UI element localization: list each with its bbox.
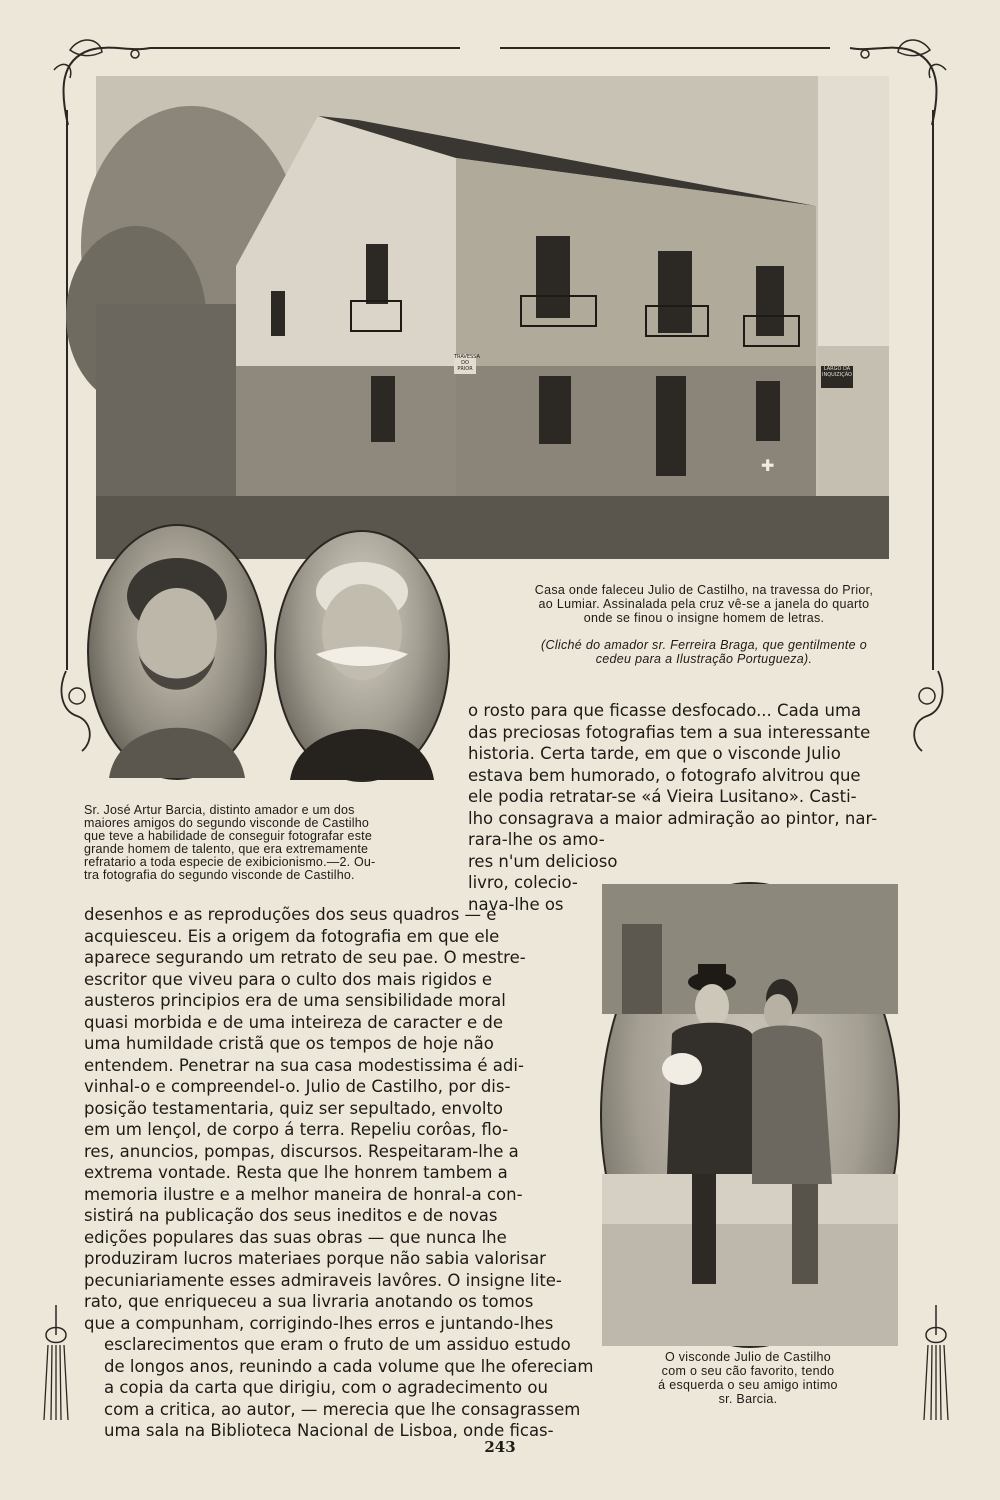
article-line: de longos anos, reunindo a cada volume que lhe ofereciam [104, 1356, 594, 1376]
svg-text:✚: ✚ [761, 456, 775, 475]
article-line: austeros principios era de uma sensibilidade moral [84, 991, 506, 1010]
article-line: livro, colecio- [468, 873, 578, 892]
frame-left-rule [66, 110, 68, 670]
article-line: sistirá na publicação dos seus ineditos e de novas [84, 1206, 498, 1225]
article-indented-column [104, 1334, 604, 1442]
portrait-castilho [274, 530, 450, 782]
article-line: estava bem humorado, o fotografo alvitrou que [468, 765, 861, 785]
article-line: uma sala na Biblioteca Nacional de Lisboa, onde ficas- [104, 1421, 554, 1440]
portraits-caption-line: grande homem de talento, que era extremamente [84, 842, 369, 856]
portrait-barcia [87, 524, 267, 780]
couple-caption-line: á esquerda o seu amigo intimo [658, 1378, 838, 1392]
article-line: acquiesceu. Eis a origem da fotografia em que ele [84, 926, 500, 946]
article-line: historia. Certa tarde, em que o visconde Julio [468, 744, 841, 763]
street-sign-left: TRAVESSA DO PRIOR [454, 354, 480, 372]
portraits-caption-line: maiores amigos do segundo visconde de Castilho [84, 816, 370, 830]
article-line: em um lençol, de corpo á terra. Repeliu corôas, flo- [84, 1120, 509, 1139]
photo-castilho-barcia [600, 882, 900, 1348]
article-line: ele podia retratar-se «á Vieira Lusitano». Casti- [468, 787, 857, 806]
article-line: edições populares das suas obras — que nunca lhe [84, 1227, 507, 1247]
article-line: quasi morbida e de uma inteireza de caracter e de [84, 1012, 503, 1032]
portraits-caption [84, 804, 440, 882]
article-line: esclarecimentos que eram o fruto de um assiduo estudo [104, 1335, 571, 1354]
tassel-ornament-right-icon [916, 1305, 956, 1425]
article-line: escritor que viveu para o culto dos mais rigidos e [84, 969, 493, 989]
page-number: 243 [484, 1438, 516, 1456]
article-line: que a compunham, corrigindo-lhes erros e juntando-lhes [84, 1313, 554, 1333]
article-line: uma humildade cristã que os tempos de hoje não [84, 1034, 494, 1053]
house-caption [474, 583, 934, 625]
article-line: rato, que enriqueceu a sua livraria anotando os tomos [84, 1292, 534, 1311]
article-line: nava-lhe os [468, 894, 564, 914]
article-line: entendem. Penetrar na sua casa modestissima é adi- [84, 1055, 524, 1075]
article-line: das preciosas fotografias tem a sua interessante [468, 722, 871, 742]
article-line: pecuniariamente esses admiraveis lavôres. O insigne lite- [84, 1270, 562, 1290]
couple-caption-line: O visconde Julio de Castilho [664, 1350, 832, 1364]
portraits-caption-line: Sr. José Artur Barcia, distinto amador e um dos [84, 803, 355, 817]
house-caption-line: ao Lumiar. Assinalada pela cruz vê-se a janela do quarto [538, 597, 870, 611]
article-line: aparece segurando um retrato de seu pae. O mestre- [84, 948, 526, 967]
portrait-barcia-figure [89, 526, 265, 778]
portraits-caption-line: tra fotografia do segundo visconde de Castilho. [84, 868, 355, 882]
article-line: res, anuncios, pompas, discursos. Respeitaram-lhe a [84, 1141, 519, 1161]
photo-credit [474, 638, 934, 666]
article-line: rara-lhe os amo- [468, 830, 605, 849]
photo-credit-line: (Cliché do amador sr. Ferreira Braga, que gentilmente o [541, 638, 867, 652]
article-line: o rosto para que ficasse desfocado... Cada uma [468, 701, 862, 720]
portrait-castilho-figure [276, 532, 448, 780]
article-line: res n'um delicioso [468, 851, 618, 871]
portraits-caption-line: que teve a habilidade de conseguir fotografar este [84, 829, 372, 843]
tassel-ornament-left-icon [36, 1305, 76, 1425]
portraits-caption-line: refratario a toda especie de exibicionismo.—2. Ou- [84, 855, 376, 869]
article-main-column [84, 904, 584, 1334]
article-right-column [468, 700, 918, 915]
article-line: posição testamentaria, quiz ser sepultado, envolto [84, 1098, 504, 1118]
article-line: com a critica, ao autor, — merecia que lhe consagrassem [104, 1399, 581, 1419]
house-caption-line: Casa onde faleceu Julio de Castilho, na travessa do Prior, [534, 583, 874, 597]
article-line: extrema vontade. Resta que lhe honrem tambem a [84, 1163, 508, 1182]
couple-caption-line: com o seu cão favorito, tendo [661, 1364, 835, 1378]
frame-top-left-rule [150, 47, 460, 49]
house-illustration [96, 76, 889, 559]
house-caption-line: onde se finou o insigne homem de letras. [583, 611, 825, 625]
couple-caption-line: sr. Barcia. [718, 1392, 778, 1406]
street-sign-right: LARGO DA INQUIZIÇÃO [821, 366, 853, 388]
article-line: vinhal-o e compreendel-o. Julio de Castilho, por dis- [84, 1077, 511, 1096]
article-line: lho consagrava a maior admiração ao pintor, nar- [468, 808, 878, 828]
article-line: memoria ilustre e a melhor maneira de honral-a con- [84, 1184, 523, 1204]
house-photograph [96, 76, 889, 559]
frame-top-right-rule [500, 47, 830, 49]
photo-castilho-barcia-figures [602, 884, 898, 1346]
article-line: desenhos e as reproduções dos seus quadros — e [84, 905, 497, 924]
article-line: produziram lucros materiaes porque não sabia valorisar [84, 1249, 546, 1268]
photo-credit-line: cedeu para a Ilustração Portugueza). [595, 652, 813, 666]
couple-caption [618, 1350, 878, 1406]
article-line: a copia da carta que dirigiu, com o agradecimento ou [104, 1378, 548, 1397]
